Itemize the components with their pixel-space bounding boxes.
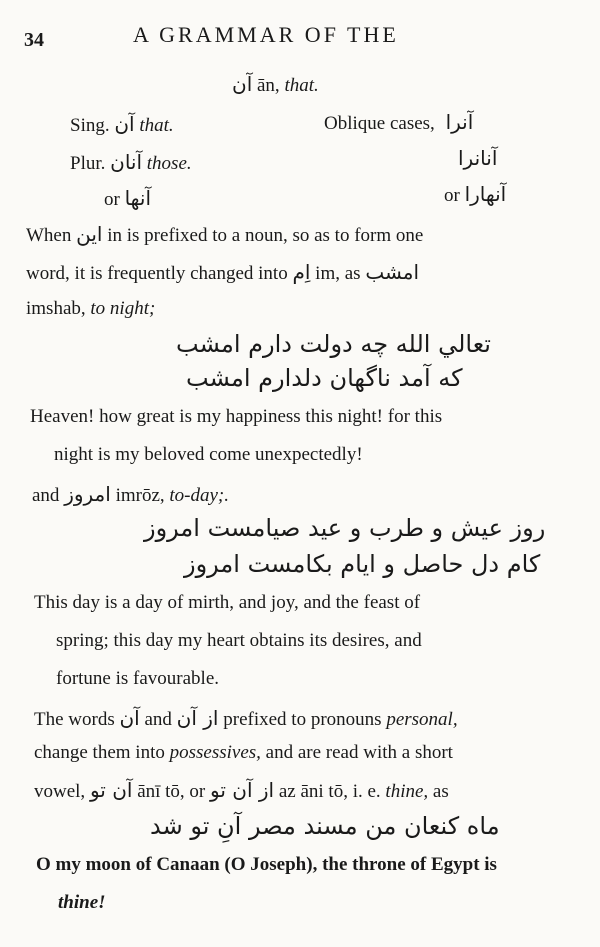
p3-text-j: az āni tō, i. e. [274,781,386,802]
page-number: 34 [24,29,44,51]
trans2-line1: This day is a day of mirth, and joy, and the feast of [34,592,421,613]
p1-arabic-in: این [76,222,103,246]
p1-arabic-im: اِم [292,260,311,284]
p1-text-d: im, as [310,263,366,284]
sing-row [70,112,174,137]
verse2-line2: كام دل حاصل و ايام بكامست امروز [184,550,541,578]
p3-text-a: The words [34,709,120,730]
p3-text-f: possessives, [169,742,261,763]
p2-arabic-imroz: امروز [64,482,111,506]
p1-line1 [26,222,423,247]
trans1-line2: night is my beloved come unexpectedly! [54,444,363,465]
or1-arabic: آنها [124,186,152,210]
p2-text-c: to-day;. [169,485,230,506]
trans2-line3: fortune is favourable. [56,668,220,689]
p3-text-g: and are read with a short [260,742,453,763]
entry-heading [232,72,319,97]
verse3-line1: ماه كنعان من مسند مصر آنِ تو شد [150,812,500,840]
p3-arabic-az-an: از آن [176,706,219,730]
p3-line3 [34,778,449,803]
p1-line3 [26,298,155,320]
or-row-1 [104,186,151,211]
plur-arabic: آنان [110,150,143,174]
p2-text-a: and [32,485,65,506]
verse1-line2: كه آمد ناگهان دلدارم امشب [186,364,463,392]
plur-gloss: those. [146,153,192,174]
p3-arabic-an: آن [119,706,140,730]
entry-arabic: آن [232,72,253,96]
p1-text-c: word, it is frequently changed into [26,263,293,284]
p3-text-h: vowel, [34,781,90,802]
oblique-label: Oblique cases, [324,113,435,134]
sing-gloss: that. [139,115,174,136]
p3-text-i: ānī tō, or [132,781,211,802]
plur-oblique [458,146,497,171]
plur-row [70,150,192,175]
or2-label: or [444,185,460,206]
p1-text-f: to night; [90,298,156,319]
trans2-line2: spring; this day my heart obtains its desires, and [56,630,422,651]
trans1-line1: Heaven! how great is my happiness this night! for this [30,406,443,427]
trans3-line1: O my moon of Canaan (O Joseph), the throne of Egypt is [36,854,497,875]
p3-text-d: personal, [386,709,458,730]
p1-text-a: When [26,225,77,246]
p3-arabic-ani-to: آن تو [89,778,133,802]
or2-arabic: آنهارا [464,182,507,206]
verse2-line1: روز عيش و طرب و عيد صيامست امروز [144,514,546,542]
p1-line2 [26,260,419,285]
running-title: A GRAMMAR OF THE [133,22,399,47]
p2-text-b: imrōz, [110,485,170,506]
entry-latin: ān, [252,75,285,96]
oblique-arabic: آنرا [445,110,474,134]
entry-meaning: that. [284,75,319,96]
p1-text-b: in is prefixed to a noun, so as to form one [102,225,424,246]
oblique-row [324,110,473,135]
p2-line [32,482,229,507]
plur-oblique-arabic: آنانرا [458,146,498,170]
plur-label: Plur. [70,153,106,174]
or1-label: or [104,189,120,210]
p3-text-e: change them into [34,742,170,763]
p3-text-b: and [139,709,177,730]
p1-arabic-imshab: امشب [365,260,420,284]
or-row-2 [444,182,506,207]
p3-text-l: as [428,781,449,802]
p3-text-k: thine, [385,781,429,802]
verse1-line1: تعالي الله چه دولت دارم امشب [176,330,491,358]
p3-text-c: prefixed to pronouns [218,709,387,730]
sing-label: Sing. [70,115,110,136]
trans3-line2: thine! [58,892,106,913]
sing-arabic: آن [114,112,135,136]
p3-line2 [34,742,453,764]
p3-line1 [34,706,458,731]
p1-text-e: imshab, [26,298,91,319]
p3-arabic-az-ani-to: از آن تو [210,778,275,802]
